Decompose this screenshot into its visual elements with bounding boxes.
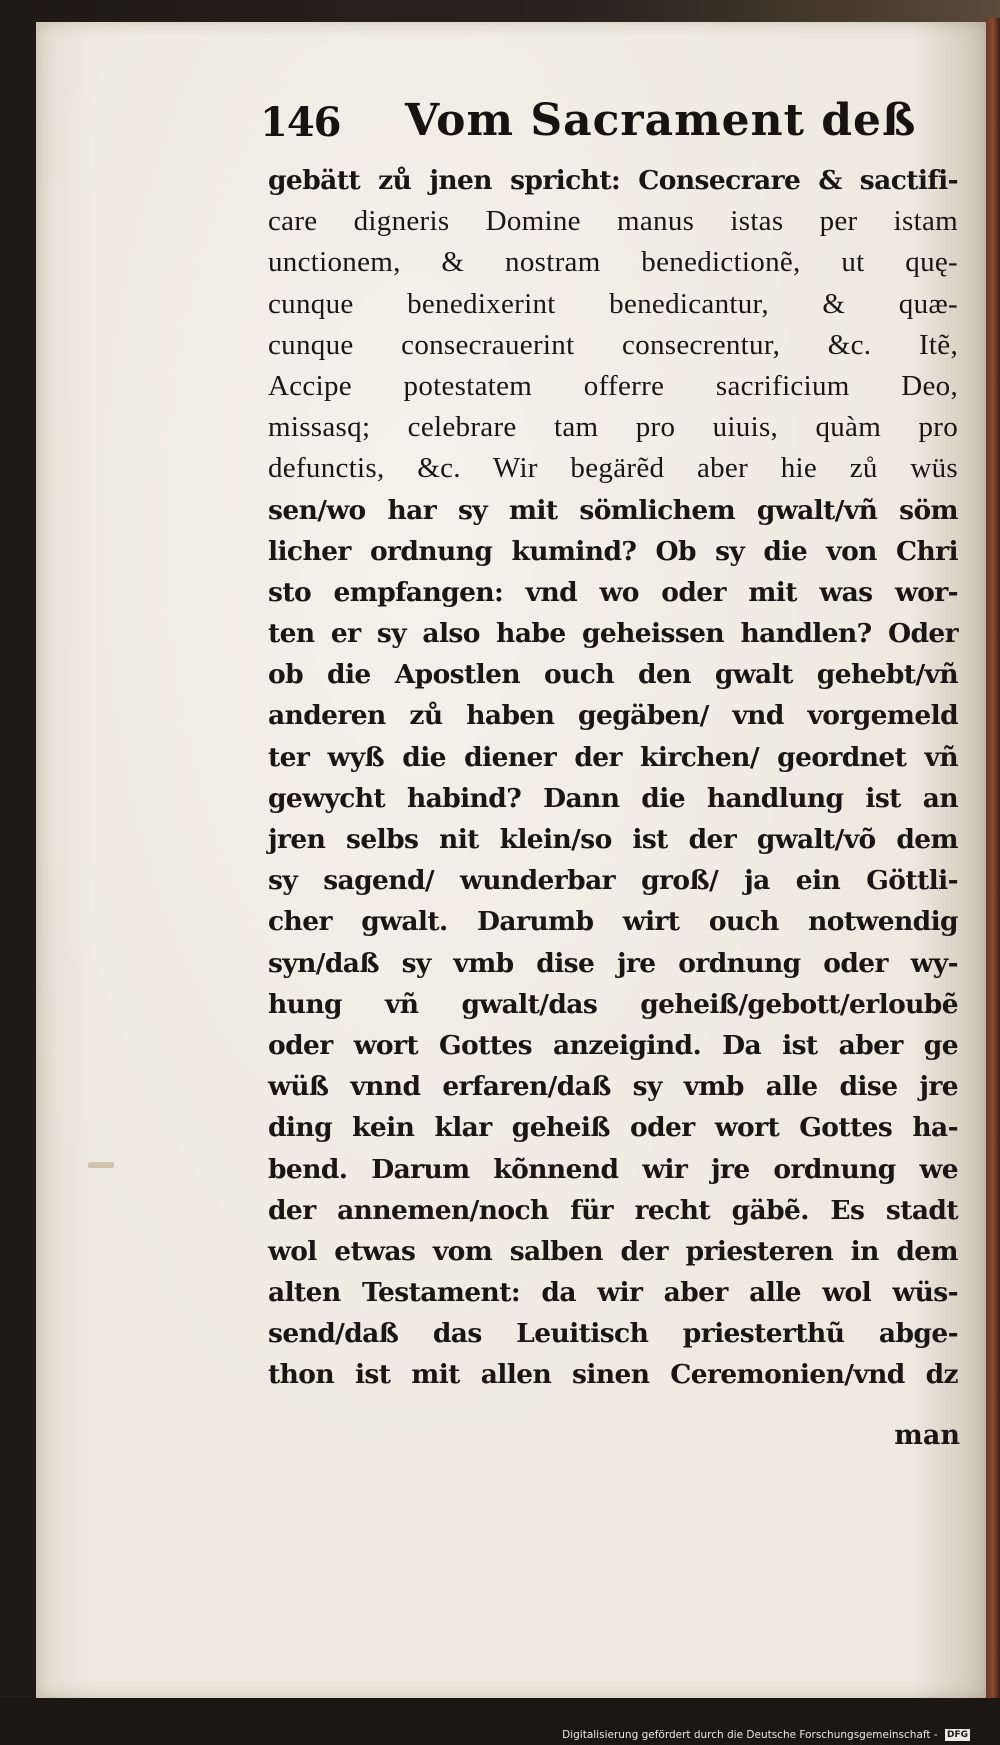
digitization-credit xyxy=(562,1728,970,1742)
text-line: anderen zů haben gegäben/ vnd vorgemeld xyxy=(268,700,958,732)
running-title: Vom Sacrament deß xyxy=(405,95,917,146)
text-line: ding kein klar geheiß oder wort Gottes ha- xyxy=(268,1112,958,1144)
text-line: wol etwas vom salben der priesteren in dem xyxy=(268,1235,958,1267)
text-line: alten Testament: da wir aber alle wol wüs- xyxy=(268,1277,958,1309)
text-line: sto empfangen: vnd wo oder mit was wor- xyxy=(268,576,958,608)
book-spine-edge xyxy=(986,18,1000,1708)
text-line: gewycht habind? Dann die handlung ist an xyxy=(268,782,958,814)
catchword: man xyxy=(894,1420,960,1451)
text-line: jren selbs nit klein/so ist der gwalt/võ dem xyxy=(268,824,958,855)
body-text xyxy=(268,160,958,1396)
text-line: cunque benedixerint benedicantur, & quæ- xyxy=(268,287,958,320)
paper-mark xyxy=(88,1162,114,1168)
text-line: thon ist mit allen sinen Ceremonien/vnd dz xyxy=(268,1359,958,1391)
dfg-logo: DFG xyxy=(946,1730,968,1740)
text-line: oder wort Gottes anzeigind. Da ist aber ge xyxy=(268,1029,958,1061)
text-line: gebätt zů jnen spricht: Consecrare & sactifi- xyxy=(268,165,958,196)
page-header xyxy=(260,95,960,151)
text-line: wüß vnnd erfaren/daß sy vmb alle dise jre xyxy=(268,1071,958,1103)
text-line: ob die Apostlen ouch den gwalt gehebt/vñ xyxy=(268,659,958,691)
text-line: licher ordnung kumind? Ob sy die von Chri xyxy=(268,535,958,567)
text-line: care digneris Domine manus istas per istam xyxy=(268,205,958,238)
text-line: defunctis, &c. Wir begärẽd aber hie zů wüs xyxy=(268,452,958,485)
text-line: cher gwalt. Darumb wirt ouch notwendig xyxy=(268,906,958,938)
text-line: Accipe potestatem offerre sacrificium Deo, xyxy=(268,369,958,402)
text-line: missasq; celebrare tam pro uiuis, quàm pro xyxy=(268,411,958,444)
text-line: ter wyß die diener der kirchen/ geordnet vñ xyxy=(268,741,958,773)
text-line: der annemen/noch für recht gäbẽ. Es stadt xyxy=(268,1194,958,1226)
text-line: syn/daß sy vmb dise jre ordnung oder wy- xyxy=(268,947,958,979)
text-line: cunque consecrauerint consecrentur, &c. Itẽ, xyxy=(268,328,958,361)
text-line: hung vñ gwalt/das geheiß/gebott/erloubẽ xyxy=(268,988,958,1020)
credit-text: Digitalisierung gefördert durch die Deutsche Forschungsgemeinschaft - xyxy=(562,1729,938,1741)
text-line: sy sagend/ wunderbar groß/ ja ein Göttli- xyxy=(268,865,958,897)
text-line: send/daß das Leuitisch priesterthũ abge- xyxy=(268,1318,958,1350)
text-line: sen/wo har sy mit sömlichem gwalt/vñ söm xyxy=(268,494,958,526)
text-line: bend. Darum kõnnend wir jre ordnung we xyxy=(268,1153,958,1185)
text-line: unctionem, & nostram benedictionẽ, ut quę- xyxy=(268,246,958,279)
text-line: ten er sy also habe geheissen handlen? Oder xyxy=(268,618,958,650)
page-number: 146 xyxy=(260,99,341,146)
